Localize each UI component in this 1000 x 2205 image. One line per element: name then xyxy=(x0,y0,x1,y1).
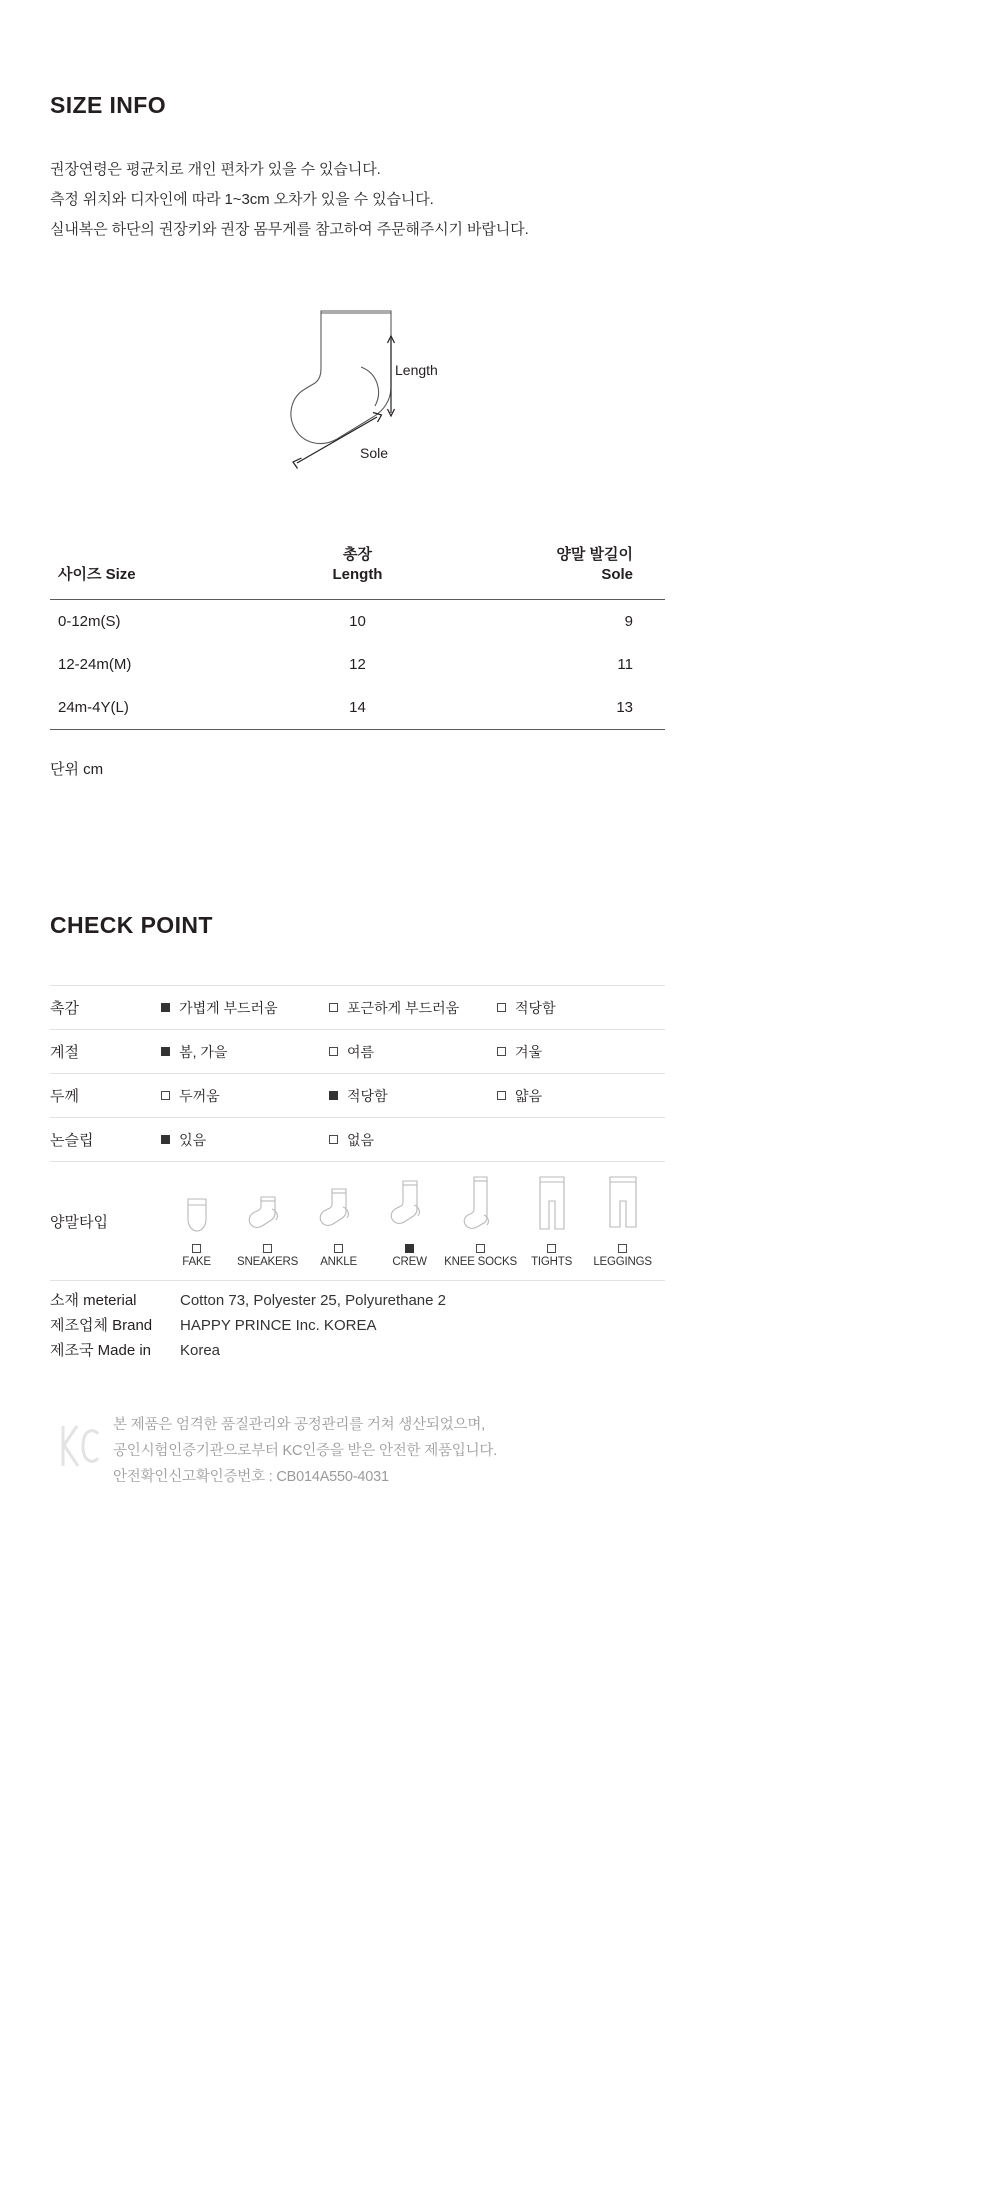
kc-logo-icon xyxy=(53,1420,105,1472)
check-point-label: 두께 xyxy=(50,1088,79,1105)
kc-text-line: 안전확인신고확인증번호 : CB014A550-4031 xyxy=(113,1469,389,1485)
checkbox-unchecked-icon[interactable] xyxy=(497,1091,506,1100)
checkbox-checked-icon[interactable] xyxy=(405,1244,414,1253)
checkbox-unchecked-icon[interactable] xyxy=(547,1244,556,1253)
sock-type-label: TIGHTS xyxy=(531,1255,573,1268)
material-info-key: 제조업체 Brand xyxy=(50,1317,153,1334)
check-point-option-label: 두꺼움 xyxy=(179,1087,220,1104)
sock-type-options xyxy=(161,1162,665,1281)
checkbox-checked-icon[interactable] xyxy=(161,1047,170,1056)
check-point-table xyxy=(50,985,665,1281)
check-point-option-label: 없음 xyxy=(347,1131,375,1148)
checkbox-unchecked-icon[interactable] xyxy=(263,1244,272,1253)
check-point-option-label: 여름 xyxy=(347,1043,375,1060)
sock-outline-icon xyxy=(265,305,735,500)
sock-type-item-sneakers[interactable] xyxy=(232,1175,303,1268)
material-info-key: 제조국 Made in xyxy=(50,1342,152,1359)
material-info-value: Cotton 73, Polyester 25, Polyurethane 2 xyxy=(180,1292,447,1309)
check-point-row-thickness xyxy=(50,1074,665,1118)
table-row xyxy=(50,600,665,644)
checkbox-unchecked-icon[interactable] xyxy=(329,1135,338,1144)
kc-text xyxy=(113,1412,497,1490)
size-table-head xyxy=(50,545,665,600)
size-cell-size: 24m-4Y(L) xyxy=(58,699,129,716)
size-table-body xyxy=(50,600,665,730)
size-cell-size: 12-24m(M) xyxy=(58,656,132,673)
check-point-option-label: 가볍게 부드러움 xyxy=(179,999,278,1016)
knee-socks-icon xyxy=(445,1175,516,1237)
checkbox-unchecked-icon[interactable] xyxy=(161,1091,170,1100)
size-table-col-sole-ko: 양말 발길이 xyxy=(556,546,633,563)
size-note-line: 측정 위치와 디자인에 따라 1~3cm 오차가 있을 수 있습니다. xyxy=(50,191,434,208)
size-table-col-length-en: Length xyxy=(332,566,383,583)
size-table-col-length-ko: 총장 xyxy=(342,546,372,563)
check-point-label: 촉감 xyxy=(50,1000,79,1017)
sock-type-label: KNEE SOCKS xyxy=(444,1255,517,1268)
check-point-label: 양말타입 xyxy=(50,1213,108,1231)
check-point-row-season xyxy=(50,1030,665,1074)
size-cell-sole: 9 xyxy=(624,613,633,630)
check-point-option-label: 포근하게 부드러움 xyxy=(347,999,460,1016)
check-point-option[interactable] xyxy=(329,1030,497,1074)
check-point-option[interactable] xyxy=(329,986,497,1030)
sock-type-item-crew[interactable] xyxy=(374,1175,445,1268)
size-cell-size: 0-12m(S) xyxy=(58,613,121,630)
check-point-option-label: 봄, 가을 xyxy=(179,1043,228,1060)
checkbox-unchecked-icon[interactable] xyxy=(618,1244,627,1253)
size-table-header-row xyxy=(50,545,665,600)
sock-measurement-diagram xyxy=(265,305,735,500)
size-table-col-sole xyxy=(462,545,665,600)
size-note-line: 실내복은 하단의 권장키와 권장 몸무게를 참고하여 주문해주시기 바랍니다. xyxy=(50,221,529,238)
size-table-col-length xyxy=(253,545,462,600)
size-table-col-size: 사이즈 Size xyxy=(58,566,136,583)
material-info-value: Korea xyxy=(180,1342,221,1359)
size-cell-length: 12 xyxy=(349,656,366,673)
leggings-icon xyxy=(587,1175,658,1237)
size-table xyxy=(50,545,665,730)
size-cell-sole: 13 xyxy=(616,699,633,716)
checkbox-unchecked-icon[interactable] xyxy=(334,1244,343,1253)
kc-text-line: 본 제품은 엄격한 품질관리와 공정관리를 거쳐 생산되었으며, xyxy=(113,1417,485,1433)
check-point-option[interactable] xyxy=(161,1074,329,1118)
sock-type-item-ankle[interactable] xyxy=(303,1175,374,1268)
check-point-option-label: 얇음 xyxy=(515,1087,543,1104)
material-info-key: 소재 meterial xyxy=(50,1292,137,1309)
check-point-option-label: 있음 xyxy=(179,1131,207,1148)
check-point-option-label: 적당함 xyxy=(515,999,556,1016)
tights-icon xyxy=(516,1175,587,1237)
check-point-option[interactable] xyxy=(161,1030,329,1074)
diagram-label-sole: Sole xyxy=(360,445,389,461)
checkbox-unchecked-icon[interactable] xyxy=(497,1047,506,1056)
check-point-option[interactable] xyxy=(161,986,329,1030)
checkbox-unchecked-icon[interactable] xyxy=(476,1244,485,1253)
size-cell-sole: 11 xyxy=(617,656,633,673)
check-point-option[interactable] xyxy=(329,1118,497,1162)
check-point-label: 논슬립 xyxy=(50,1132,94,1149)
table-row xyxy=(50,686,665,730)
checkbox-unchecked-icon[interactable] xyxy=(329,1047,338,1056)
page-title-size-info: SIZE INFO xyxy=(50,92,167,118)
check-point-option[interactable] xyxy=(497,1030,665,1074)
page-title-check-point: CHECK POINT xyxy=(50,912,213,938)
checkbox-unchecked-icon[interactable] xyxy=(497,1003,506,1012)
table-row xyxy=(50,643,665,686)
size-cell-length: 14 xyxy=(349,699,366,716)
size-table-col-sole-en: Sole xyxy=(601,566,633,583)
checkbox-checked-icon[interactable] xyxy=(161,1135,170,1144)
sock-type-label: ANKLE xyxy=(320,1255,357,1268)
check-point-option[interactable] xyxy=(497,1074,665,1118)
sock-type-label: SNEAKERS xyxy=(237,1255,299,1268)
ankle-sock-icon xyxy=(303,1175,374,1237)
sneakers-sock-icon xyxy=(232,1175,303,1237)
checkbox-checked-icon[interactable] xyxy=(329,1091,338,1100)
check-point-option[interactable] xyxy=(329,1074,497,1118)
sock-type-item-fake[interactable] xyxy=(161,1175,232,1268)
kc-text-line: 공인시험인증기관으로부터 KC인증을 받은 안전한 제품입니다. xyxy=(113,1443,498,1459)
check-point-option-label: 적당함 xyxy=(347,1087,388,1104)
size-note-line: 권장연령은 평균치로 개인 편차가 있을 수 있습니다. xyxy=(50,161,381,178)
sock-type-label: CREW xyxy=(392,1255,427,1268)
material-info xyxy=(50,1288,446,1363)
check-point-row-sock-type xyxy=(50,1162,665,1281)
checkbox-unchecked-icon[interactable] xyxy=(329,1003,338,1012)
check-point-row-texture xyxy=(50,986,665,1030)
check-point-option[interactable] xyxy=(161,1118,329,1162)
sock-type-item-leggings[interactable] xyxy=(587,1175,658,1268)
size-notes xyxy=(50,155,529,245)
fake-sock-icon xyxy=(161,1175,232,1237)
sock-type-item-knee-socks[interactable] xyxy=(445,1175,516,1268)
check-point-row-nonslip xyxy=(50,1118,665,1162)
material-info-row xyxy=(50,1313,446,1338)
material-info-row xyxy=(50,1338,446,1363)
material-info-row xyxy=(50,1288,446,1313)
check-point-option-empty xyxy=(497,1118,665,1162)
sock-type-label: FAKE xyxy=(182,1255,211,1268)
check-point-label: 계절 xyxy=(50,1044,79,1061)
diagram-label-length: Length xyxy=(395,362,438,378)
sock-type-label: LEGGINGS xyxy=(593,1255,652,1268)
checkbox-unchecked-icon[interactable] xyxy=(192,1244,201,1253)
sock-type-item-tights[interactable] xyxy=(516,1175,587,1268)
check-point-option[interactable] xyxy=(497,986,665,1030)
size-cell-length: 10 xyxy=(349,613,366,630)
check-point-option-label: 겨울 xyxy=(515,1043,543,1060)
crew-sock-icon xyxy=(374,1175,445,1237)
size-table-unit: 단위 cm xyxy=(50,761,104,778)
material-info-value: HAPPY PRINCE Inc. KOREA xyxy=(180,1317,377,1334)
checkbox-checked-icon[interactable] xyxy=(161,1003,170,1012)
